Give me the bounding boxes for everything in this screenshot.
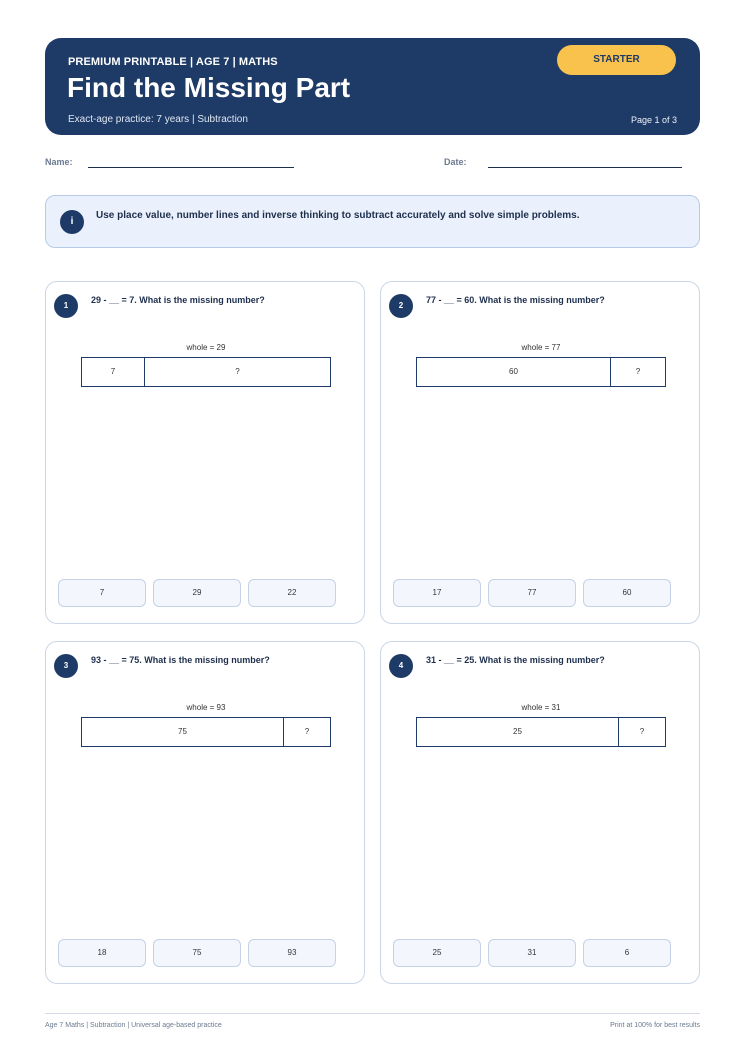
question-number: 1 bbox=[54, 294, 78, 318]
answer-option[interactable]: 93 bbox=[248, 939, 336, 967]
bar-model bbox=[81, 717, 331, 747]
date-label: Date: bbox=[444, 157, 467, 167]
bar-model bbox=[81, 357, 331, 387]
missing-part[interactable]: ? bbox=[610, 358, 665, 386]
page-title: Find the Missing Part bbox=[67, 72, 351, 103]
missing-part[interactable]: ? bbox=[144, 358, 330, 386]
date-field[interactable] bbox=[488, 167, 682, 168]
name-field[interactable] bbox=[88, 167, 294, 168]
answer-option[interactable]: 18 bbox=[58, 939, 146, 967]
question-card bbox=[380, 641, 700, 984]
answer-option[interactable]: 25 bbox=[393, 939, 481, 967]
missing-part[interactable]: ? bbox=[283, 718, 330, 746]
question-text: 77 - __ = 60. What is the missing number? bbox=[426, 295, 605, 305]
whole-label: whole = 31 bbox=[521, 703, 561, 712]
answer-options bbox=[393, 939, 671, 967]
footer-divider bbox=[45, 1013, 700, 1014]
answer-option[interactable]: 22 bbox=[248, 579, 336, 607]
question-card bbox=[380, 281, 700, 624]
known-part: 60 bbox=[509, 367, 518, 376]
answer-option[interactable]: 75 bbox=[153, 939, 241, 967]
answer-option[interactable]: 29 bbox=[153, 579, 241, 607]
answer-option[interactable]: 77 bbox=[488, 579, 576, 607]
footer-right-text: Print at 100% for best results bbox=[610, 1022, 700, 1029]
info-icon: i bbox=[60, 210, 84, 234]
whole-label: whole = 77 bbox=[521, 343, 561, 352]
instructions-text: Use place value, number lines and inverse thinking to subtract accurately and solve simple problems. bbox=[96, 210, 580, 221]
question-number: 2 bbox=[389, 294, 413, 318]
whole-label: whole = 29 bbox=[186, 343, 226, 352]
instructions-box bbox=[45, 195, 700, 248]
answer-option[interactable]: 17 bbox=[393, 579, 481, 607]
whole-label: whole = 93 bbox=[186, 703, 226, 712]
missing-part[interactable]: ? bbox=[618, 718, 665, 746]
bar-model bbox=[416, 357, 666, 387]
question-number: 4 bbox=[389, 654, 413, 678]
level-badge: STARTER bbox=[557, 45, 676, 75]
question-text: 31 - __ = 25. What is the missing number? bbox=[426, 655, 605, 665]
page-number: Page 1 of 3 bbox=[630, 115, 677, 125]
question-card bbox=[45, 281, 365, 624]
header-kicker: PREMIUM PRINTABLE | AGE 7 | MATHS bbox=[68, 56, 278, 68]
known-part: 75 bbox=[178, 727, 187, 736]
answer-option[interactable]: 6 bbox=[583, 939, 671, 967]
known-part: 25 bbox=[513, 727, 522, 736]
question-text: 29 - __ = 7. What is the missing number? bbox=[91, 295, 265, 305]
header-subtitle: Exact-age practice: 7 years | Subtraction bbox=[68, 114, 248, 125]
answer-options bbox=[393, 579, 671, 607]
footer-left-text: Age 7 Maths | Subtraction | Universal age-based practice bbox=[45, 1022, 222, 1029]
answer-option[interactable]: 7 bbox=[58, 579, 146, 607]
answer-options bbox=[58, 939, 336, 967]
answer-option[interactable]: 60 bbox=[583, 579, 671, 607]
bar-model bbox=[416, 717, 666, 747]
worksheet-header bbox=[45, 38, 700, 135]
known-part: 7 bbox=[110, 367, 116, 376]
answer-option[interactable]: 31 bbox=[488, 939, 576, 967]
answer-options bbox=[58, 579, 336, 607]
question-number: 3 bbox=[54, 654, 78, 678]
question-card bbox=[45, 641, 365, 984]
name-label: Name: bbox=[45, 157, 73, 167]
question-text: 93 - __ = 75. What is the missing number? bbox=[91, 655, 270, 665]
